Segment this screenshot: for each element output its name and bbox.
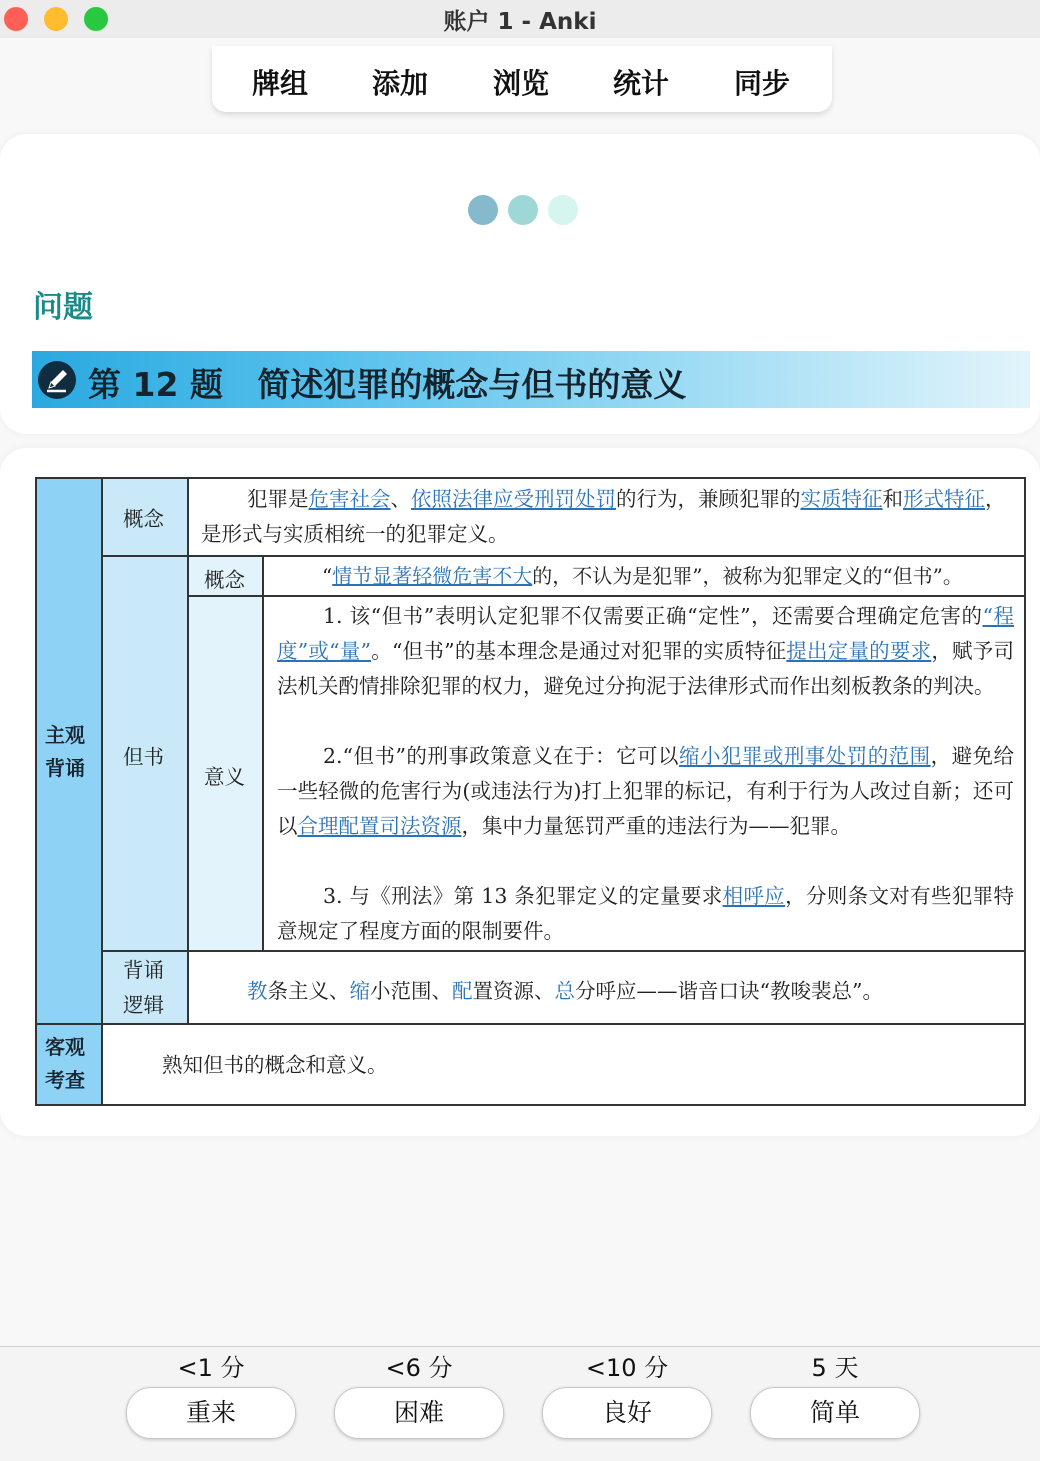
toolbar	[212, 46, 832, 112]
hard-interval: <6 分	[385, 1354, 453, 1382]
keyword: 情节显著轻微危害不大	[332, 564, 533, 588]
proviso-label: 但书	[123, 745, 164, 769]
loading-dot-2	[508, 195, 538, 225]
keyword: 缩小犯罪或刑事处罚的范围	[678, 744, 931, 768]
keyword: 合理配置司法资源	[297, 814, 462, 838]
add-button[interactable]: 添加	[372, 67, 429, 100]
answer-table	[35, 477, 1026, 1106]
browse-button[interactable]: 浏览	[493, 67, 550, 100]
objective-text: 熟知但书的概念和意义。	[162, 1053, 388, 1077]
easy-interval: 5 天	[811, 1354, 859, 1382]
proviso-subheader-column	[188, 556, 263, 951]
decks-button[interactable]: 牌组	[252, 67, 309, 100]
keyword: 教	[247, 979, 268, 1003]
mnemonic-text: 教条主义、缩小范围、配置资源、总分呼应——谐音口诀“教唆裴总”。	[247, 979, 883, 1003]
mnemonic-label: 背诵逻辑	[123, 958, 164, 1017]
keyword: 危害社会	[308, 487, 391, 511]
sync-button[interactable]: 同步	[734, 67, 791, 100]
again-interval: <1 分	[177, 1354, 245, 1382]
objective-header: 客观考查	[45, 1035, 85, 1092]
pencil-icon	[38, 361, 76, 399]
hard-button[interactable]: 困难	[334, 1387, 504, 1439]
keyword: 实质特征	[800, 487, 883, 511]
window-title: 账户 1 - Anki	[443, 9, 597, 35]
concept-label: 概念	[123, 507, 164, 531]
main-recitation-header: 主观背诵	[45, 723, 85, 780]
question-label: 问题	[33, 290, 93, 325]
keyword: 提出定量的要求	[786, 639, 932, 663]
easy-button[interactable]: 简单	[750, 1387, 920, 1439]
question-topic: 简述犯罪的概念与但书的意义	[257, 365, 687, 404]
meaning-1-text: 1. 该“但书”表明认定犯罪不仅需要正确“定性”，还需要合理确定危害的“程度”或“量”。“但书”的基本理念是通过对犯罪的实质特征提出定量的要求，赋予司法机关酌情排除犯罪的权力，避免过分拘泥于法律形式而作出刻板教条的判决。	[277, 604, 1014, 698]
good-button[interactable]: 良好	[542, 1387, 712, 1439]
keyword: 形式特征	[903, 487, 985, 511]
stats-button[interactable]: 统计	[613, 67, 670, 100]
meaning-3-text: 3. 与《刑法》第 13 条犯罪定义的定量要求相呼应，分则条文对有些犯罪特意规定了程度方面的限制要件。	[277, 884, 1014, 943]
proviso-concept-label: 概念	[204, 568, 245, 592]
again-button[interactable]: 重来	[126, 1387, 296, 1439]
concept-text: 犯罪是危害社会、依照法律应受刑罚处罚的行为，兼顾犯罪的实质特征和形式特征，是形式与实质相统一的犯罪定义。	[201, 487, 1006, 546]
meaning-2-text: 2.“但书”的刑事政策意义在于：它可以缩小犯罪或刑事处罚的范围，避免给一些轻微的危害行为(或违法行为)打上犯罪的标记，有利于行为人改过自新；还可以合理配置司法资源，集中力量惩罚严重的违法行为——犯罪。	[277, 744, 1015, 838]
loading-dot-3	[548, 195, 578, 225]
keyword: 相呼应	[722, 884, 786, 908]
keyword: 总	[554, 979, 575, 1003]
keyword: “程度”或“量”	[277, 604, 1014, 663]
question-title	[88, 359, 686, 406]
title-bar	[0, 0, 1040, 38]
keyword: 依照法律应受刑罚处罚	[411, 487, 616, 511]
proviso-concept-text: “情节显著轻微危害不大的，不认为是犯罪”，被称为犯罪定义的“但书”。	[322, 564, 963, 588]
meaning-label: 意义	[204, 765, 245, 789]
keyword: 配	[452, 979, 473, 1003]
question-number: 第 12 题	[88, 365, 223, 404]
keyword: 缩	[349, 979, 370, 1003]
question-banner	[32, 351, 1030, 408]
loading-dot-1	[468, 195, 498, 225]
good-interval: <10 分	[585, 1354, 669, 1382]
